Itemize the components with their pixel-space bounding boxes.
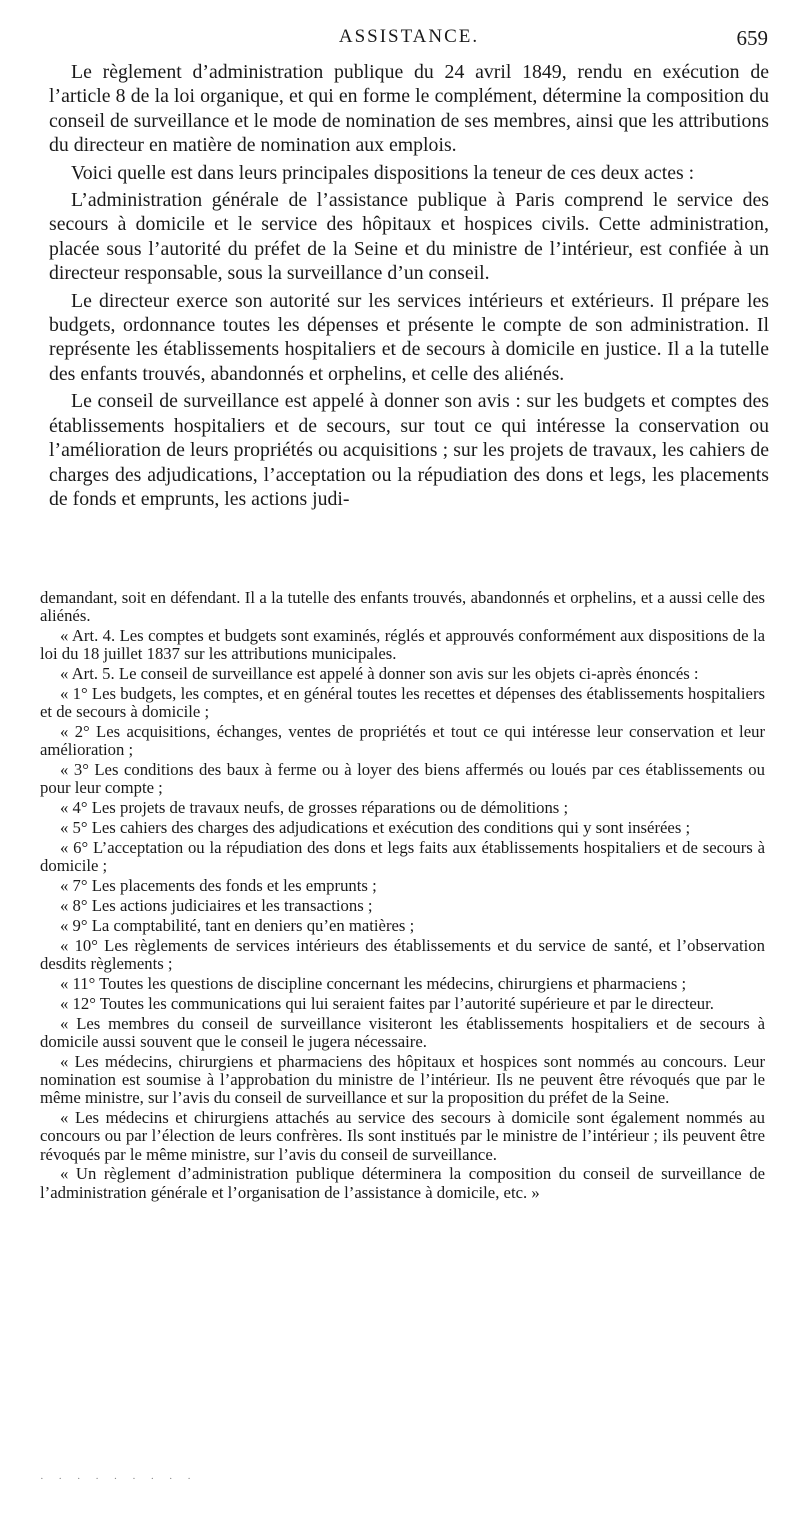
main-paragraph: Voici quelle est dans leurs principales dispositions la teneur de ces deux actes : (71, 161, 695, 184)
running-header (50, 26, 768, 56)
running-title: ASSISTANCE. (338, 26, 480, 47)
footnote-paragraph: « 7° Les placements des fonds et les emprunts ; (60, 876, 377, 896)
footnote-paragraph: « Art. 5. Le conseil de surveillance est appelé à donner son avis sur les objets ci-après énoncés : (60, 664, 699, 684)
footnote-paragraph: « Les membres du conseil de surveillance visiteront les établissements hospitaliers et de secours à domicile aussi souvent que le conseil le jugera nécessaire. (40, 1013, 765, 1051)
main-text (49, 60, 769, 514)
footnote-paragraph: « 9° La comptabilité, tant en deniers qu’en matières ; (60, 916, 415, 936)
footnote-paragraph: « 11° Toutes les questions de discipline concernant les médecins, chirurgiens et pharmaciens ; (60, 974, 687, 993)
footnote-paragraph: « 6° L’acceptation ou la répudiation des dons et legs faits aux établissements hospitaliers et de secours à domicile ; (40, 838, 765, 876)
footnote-paragraph: « 4° Les projets de travaux neufs, de grosses réparations ou de démolitions ; (60, 798, 569, 818)
footnote-paragraph: « Un règlement d’administration publique déterminera la composition du conseil de surveillance de l’administration générale et l’organisation de l’assistance à domicile, etc. » (40, 1164, 765, 1202)
footnote-paragraph: « 8° Les actions judiciaires et les transactions ; (60, 896, 373, 916)
footnote-paragraph: « 2° Les acquisitions, échanges, ventes de propriétés et tout ce qui intéresse leur conservation et leur amélioration ; (40, 722, 765, 760)
footnote-paragraph: « Art. 4. Les comptes et budgets sont examinés, réglés et approuvés conformément aux dispositions de la loi du 18 juillet 1837 sur les attributions municipales. (40, 626, 765, 664)
main-paragraph: L’administration générale de l’assistance publique à Paris comprend le service des secours à domicile et le service des hôpitaux et hospices civils. Cette administration, placée sous l’autorité du préfet de la Seine et du ministre de l’intérieur, est confiée à un directeur responsable, sous la surveillance d’un conseil. (49, 189, 769, 285)
footnote-continuation: demandant, soit en défendant. Il a la tutelle des enfants trouvés, abandonnés et orphelins, et a aussi celle des aliénés. (40, 588, 765, 626)
footnote-paragraph: « 10° Les règlements de services intérieurs des établissements et du service de santé, et l’observation desdits règlements ; (40, 935, 765, 974)
footnote-paragraph: « 5° Les cahiers des charges des adjudications et exécution des conditions qui y sont insérées ; (60, 818, 691, 838)
footnote-paragraph: « Les médecins et chirurgiens attachés au service des secours à domicile sont également nommés au concours ou par l’élection de leurs confrères. Ils sont institués par le ministre de l’intérieur ; ils peuvent être révoqués par le même ministre, sur l’avis du conseil de surveillance. (40, 1108, 765, 1164)
page-number: 659 (736, 26, 768, 50)
footnote-paragraph: « 12° Toutes les communications qui lui seraient faites par l’autorité supérieure et par le directeur. (60, 993, 714, 1013)
main-paragraph: Le directeur exerce son autorité sur les services intérieurs et extérieurs. Il prépare les budgets, ordonnance toutes les dépenses et présente le compte de son administration. Il représente les établissements hospitaliers et de secours à domicile en justice. Il a la tutelle des enfants trouvés, abandonnés et orphelins, et celle des aliénés. (49, 289, 769, 385)
footnote-block (40, 589, 765, 1204)
print-speckle: · · · · · · · · · (40, 1473, 197, 1485)
main-paragraph: Le règlement d’administration publique du 24 avril 1849, rendu en exécution de l’article 8 de la loi organique, et qui en forme le complément, détermine la composition du conseil de surveillance et le mode de nomination de ses membres, ainsi que les attributions du directeur en matière de nomination aux emplois. (49, 61, 769, 157)
main-paragraph: Le conseil de surveillance est appelé à donner son avis : sur les budgets et comptes des établissements hospitaliers et de secours, sur tout ce qui intéresse la conservation ou l’amélioration de leurs propriétés ou acquisitions ; sur les projets de travaux, les cahiers de charges des adjudications, l’acceptation ou la répudiation des dons et legs, les placements de fonds et emprunts, les actions judi- (49, 390, 769, 510)
footnote-paragraph: « 1° Les budgets, les comptes, et en général toutes les recettes et dépenses des établissements hospitaliers et de secours à domicile ; (40, 684, 765, 722)
footnote-paragraph: « 3° Les conditions des baux à ferme ou à loyer des biens affermés ou loués par ces établissements ou pour leur compte ; (40, 760, 765, 798)
footnote-paragraph: « Les médecins, chirurgiens et pharmaciens des hôpitaux et hospices sont nommés au concours. Leur nomination est soumise à l’approbation du ministre de l’intérieur. Ils ne peuvent être révoqués que par le même ministre, sur l’avis du conseil de surveillance et sur la proposition du préfet de la Seine. (40, 1051, 765, 1108)
